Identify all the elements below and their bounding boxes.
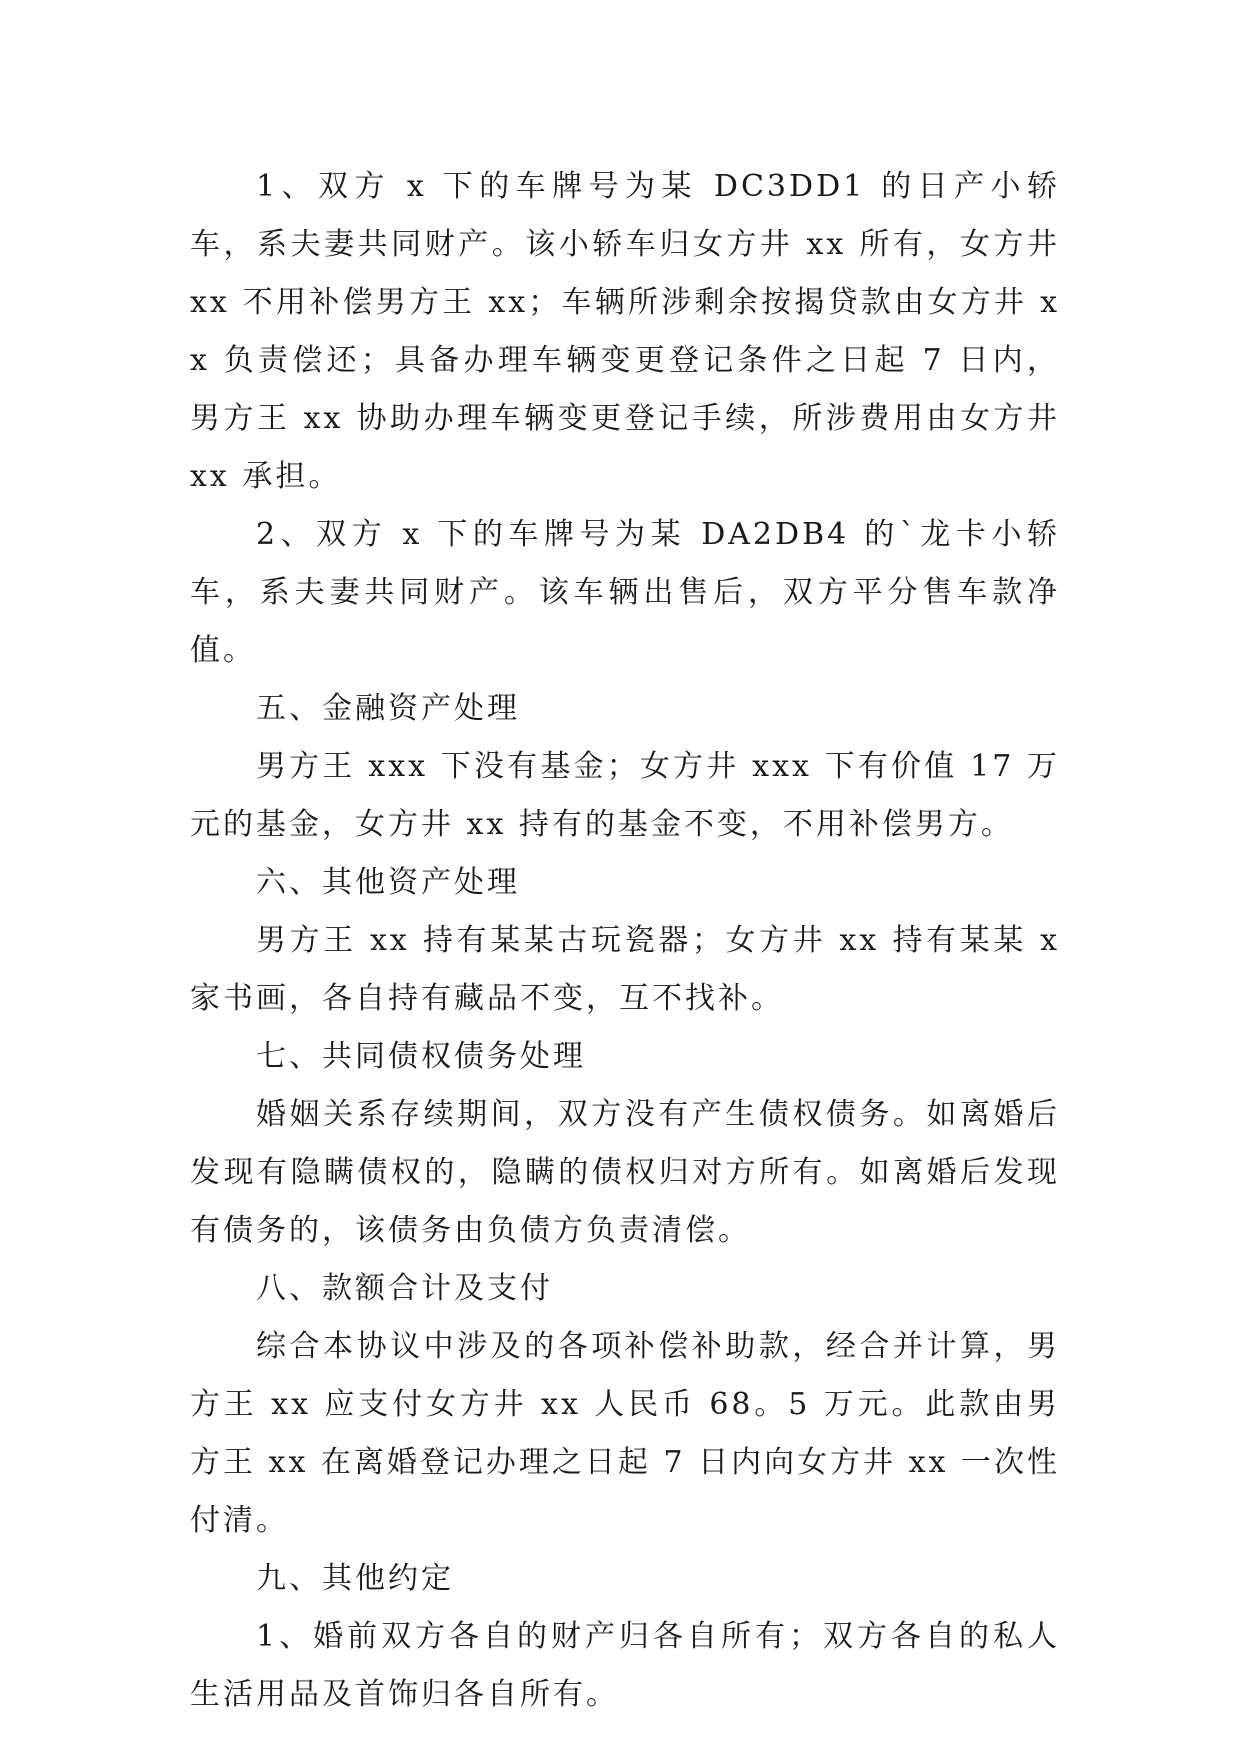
paragraph-financial-assets: 男方王 xxx 下没有基金；女方井 xxx 下有价值 17 万元的基金，女方井 xx 持有的基金不变，不用补偿男方。 <box>190 749 1060 842</box>
section-heading-other-assets: 六、其他资产处理 <box>256 865 520 900</box>
paragraph-debts: 婚姻关系存续期间，双方没有产生债权债务。如离婚后发现有隐瞒债权的，隐瞒的债权归对方所有。如离婚后发现有债务的，该债务由负债方负责清偿。 <box>190 1097 1060 1248</box>
section-heading-financial-assets: 五、金融资产处理 <box>256 691 520 726</box>
paragraph-vehicle-2: 2、双方 x 下的车牌号为某 DA2DB4 的`龙卡小轿车，系夫妻共同财产。该车辆出售后，双方平分售车款净值。 <box>190 517 1060 668</box>
section-heading-debts: 七、共同债权债务处理 <box>256 1039 586 1074</box>
paragraph-payment: 综合本协议中涉及的各项补偿补助款，经合并计算，男方王 xx 应支付女方井 xx 人民币 68。5 万元。此款由男方王 xx 在离婚登记办理之日起 7 日内向女方井 xx 一次性付清。 <box>190 1329 1060 1538</box>
section-heading-other-terms: 九、其他约定 <box>256 1561 454 1596</box>
paragraph-other-assets: 男方王 xx 持有某某古玩瓷器；女方井 xx 持有某某 x 家书画，各自持有藏品不变，互不找补。 <box>190 923 1060 1016</box>
paragraph-other-terms-1: 1、婚前双方各自的财产归各自所有；双方各自的私人生活用品及首饰归各自所有。 <box>190 1619 1060 1712</box>
paragraph-vehicle-1: 1、双方 x 下的车牌号为某 DC3DD1 的日产小轿车，系夫妻共同财产。该小轿车归女方井 xx 所有，女方井 xx 不用补偿男方王 xx；车辆所涉剩余按揭贷款由女方井 xx 负责偿还；具备办理车辆变更登记条件之日起 7 日内，男方王 xx 协助办理车辆变更登记手续，所涉费用由女方井 xx 承担。 <box>190 169 1060 494</box>
document-body <box>190 158 1060 1724</box>
section-heading-payment: 八、款额合计及支付 <box>256 1271 553 1306</box>
